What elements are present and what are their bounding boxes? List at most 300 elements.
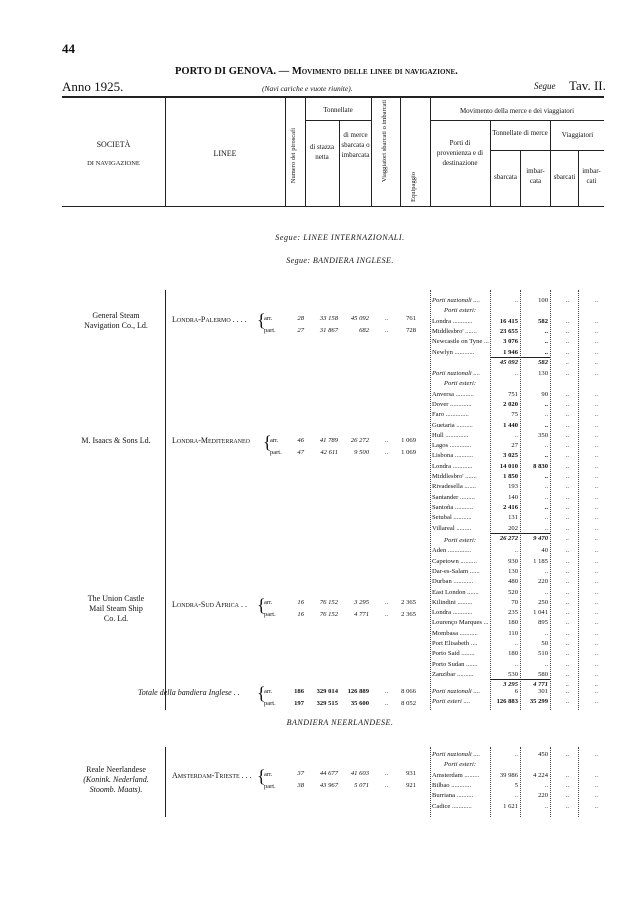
- port-value: 450: [538, 751, 548, 758]
- port-value: ..: [594, 462, 598, 470]
- port-value: 140: [508, 493, 518, 501]
- port-row: [0, 567, 639, 576]
- brace-tot: {: [257, 683, 266, 703]
- port-value: 110: [508, 629, 518, 637]
- port-value: ..: [594, 547, 598, 555]
- port-value: ..: [544, 802, 548, 810]
- cell-value: 1 069: [401, 449, 416, 456]
- port-row: [0, 670, 639, 679]
- cell-value: 33 158: [319, 315, 338, 322]
- port-name: Zanzibar ..........: [432, 670, 474, 678]
- subtotal-rule: [490, 679, 550, 680]
- port-row: [0, 649, 639, 658]
- port-value: ..: [565, 771, 569, 779]
- port-value: ..: [594, 503, 598, 511]
- port-value: ..: [514, 660, 518, 668]
- port-value: ..: [544, 400, 548, 408]
- port-value: 480: [508, 578, 518, 586]
- port-name: Bilbao ............: [432, 781, 472, 789]
- port-row: [0, 524, 639, 533]
- port-name: Newcastle on Tyne ...: [432, 338, 489, 346]
- port-value: 582: [538, 358, 548, 366]
- port-name: East London .......: [432, 588, 479, 596]
- port-row: [0, 431, 639, 440]
- port-row: [0, 379, 639, 388]
- port-value: 14 010: [499, 462, 518, 470]
- port-row: [0, 296, 639, 305]
- subsection-neerlandese: BANDIERA NEERLANDESE.: [286, 718, 394, 727]
- brace-l3: {: [257, 595, 266, 615]
- port-value: ..: [565, 442, 569, 450]
- cell-value: 38: [297, 782, 304, 789]
- port-row: [0, 687, 639, 696]
- port-name: Londra ............: [432, 609, 473, 617]
- arr-part-l3: arr. part.: [264, 599, 276, 618]
- port-value: ..: [544, 452, 548, 460]
- port-value: ..: [514, 297, 518, 304]
- port-value: 100: [538, 297, 548, 304]
- port-row: [0, 536, 639, 545]
- port-value: 520: [508, 588, 518, 596]
- port-name: Port Elisabeth ....: [432, 640, 478, 647]
- port-row: [0, 608, 639, 617]
- cell-value: 197: [294, 700, 304, 707]
- port-value: ..: [565, 358, 569, 366]
- port-row: [0, 639, 639, 648]
- port-name: Guetaria ..........: [432, 421, 473, 429]
- port-value: ..: [594, 297, 598, 304]
- port-name: Porti nazionali ....: [432, 751, 480, 758]
- port-name: Dar-es-Salam ......: [432, 567, 480, 575]
- port-value: 180: [508, 650, 518, 658]
- cell-value: 41 789: [319, 437, 338, 444]
- port-row: [0, 771, 639, 780]
- port-value: ..: [514, 431, 518, 439]
- port-value: 5: [514, 781, 518, 789]
- port-value: 70: [511, 598, 518, 606]
- page-title: [175, 66, 458, 77]
- port-row: [0, 503, 639, 512]
- port-value: 130: [538, 370, 548, 377]
- port-value: ..: [544, 483, 548, 491]
- port-row: [0, 802, 639, 811]
- port-value: ..: [565, 327, 569, 335]
- port-value: ..: [565, 567, 569, 575]
- header-di-merce: di merce sbarcata o imbarcata: [341, 131, 370, 160]
- port-value: 580: [538, 670, 548, 678]
- port-value: ..: [544, 473, 548, 480]
- port-value: ..: [514, 792, 518, 800]
- year-label: Anno 1925.: [62, 79, 124, 94]
- port-row: [0, 546, 639, 555]
- port-value: 16 415: [499, 317, 518, 325]
- port-value: ..: [594, 792, 598, 800]
- port-row: [0, 369, 639, 378]
- arr-part-tot: arr. part.: [264, 688, 276, 707]
- brace-l4: {: [257, 766, 266, 786]
- cell-value: ..: [384, 688, 388, 695]
- port-name: Middlesbro' .......: [432, 473, 477, 480]
- port-value: ..: [565, 557, 569, 565]
- port-row: [0, 400, 639, 409]
- cell-value: 26 272: [350, 437, 369, 444]
- brace-l2: {: [263, 432, 272, 452]
- port-value: ..: [544, 327, 548, 335]
- port-value: ..: [594, 609, 598, 617]
- port-value: ..: [594, 688, 598, 695]
- port-row: [0, 760, 639, 769]
- port-value: 35 299: [529, 698, 548, 706]
- port-value: ..: [565, 578, 569, 586]
- port-value: ..: [594, 421, 598, 429]
- port-value: ..: [565, 452, 569, 460]
- header-di-navigazione: DI NAVIGAZIONE: [87, 160, 140, 167]
- port-value: ..: [565, 370, 569, 377]
- port-row: [0, 618, 639, 627]
- port-value: ..: [594, 442, 598, 450]
- cell-value: 329 515: [316, 700, 338, 707]
- page-subtitle: (Navi cariche e vuote riunite).: [262, 84, 353, 93]
- port-value: 2 020: [503, 400, 518, 408]
- port-row: [0, 337, 639, 346]
- port-value: ..: [565, 792, 569, 800]
- cell-value: 43 967: [319, 782, 338, 789]
- port-name: Porti esteri:: [444, 537, 477, 544]
- port-value: 3 295: [503, 681, 518, 689]
- cell-value: 44 677: [319, 770, 338, 777]
- port-name: Porto Said ........: [432, 650, 475, 658]
- port-value: 50: [541, 640, 548, 647]
- port-value: 75: [511, 411, 518, 419]
- port-value: ..: [594, 348, 598, 356]
- header-porti: Porti di provenienza e di destinazione: [436, 139, 484, 168]
- cell-value: 41 603: [350, 770, 369, 777]
- port-name: Capetown ..........: [432, 557, 477, 565]
- cell-value: 16: [297, 611, 304, 618]
- port-value: ..: [594, 327, 598, 335]
- line-londra-palermo: Londra-Palermo . . . .: [172, 315, 247, 324]
- cell-value: 76 152: [319, 611, 338, 618]
- port-name: Lagos .............: [432, 442, 472, 450]
- port-name: Setubal ...........: [432, 514, 472, 522]
- cell-value: 42 611: [320, 449, 338, 456]
- port-row: [0, 317, 639, 326]
- port-value: ..: [544, 493, 548, 501]
- cell-value: 8 066: [401, 688, 416, 695]
- port-value: ..: [565, 751, 569, 758]
- port-name: Porti esteri:: [444, 380, 477, 388]
- port-name: Porti esteri:: [444, 761, 477, 769]
- port-value: ..: [594, 317, 598, 325]
- port-value: 9 470: [533, 534, 548, 542]
- port-name: Burriana ..........: [432, 792, 474, 800]
- port-name: Cadice ............: [432, 802, 472, 810]
- port-value: ..: [565, 348, 569, 356]
- port-value: 39 986: [499, 771, 518, 779]
- port-value: ..: [594, 751, 598, 758]
- port-value: ..: [594, 578, 598, 586]
- port-name: Porti esteri ....: [432, 698, 471, 706]
- line-londra-sud-africa: Londra-Sud Africa . .: [172, 600, 248, 609]
- port-name: Anversa ...........: [432, 390, 474, 398]
- port-value: 582: [538, 317, 548, 325]
- header-numero-piroscafi: Numero dei piroscafi: [290, 128, 297, 184]
- cell-value: ..: [384, 327, 388, 334]
- port-value: 126 883: [496, 698, 518, 706]
- port-value: ..: [594, 390, 598, 398]
- cell-value: 126 889: [347, 688, 369, 695]
- port-name: Lisbona ...........: [432, 452, 474, 460]
- cell-value: 8 052: [401, 700, 416, 707]
- port-row: [0, 557, 639, 566]
- port-value: ..: [565, 650, 569, 658]
- port-value: ..: [565, 547, 569, 555]
- port-value: ..: [594, 534, 598, 542]
- cell-value: 728: [406, 327, 416, 334]
- header-sbarcata: sbarcata: [494, 173, 517, 181]
- port-value: 301: [538, 688, 548, 695]
- port-value: ..: [544, 524, 548, 532]
- cell-value: 9 500: [354, 449, 369, 456]
- port-value: 235: [508, 609, 518, 617]
- port-value: ..: [565, 462, 569, 470]
- cell-value: 761: [406, 315, 416, 322]
- port-name: Londra ............: [432, 317, 473, 325]
- company-reale-neerlandese: Reale Neerlandese (Konink. Nederland. Stoomb. Maats).: [83, 765, 149, 794]
- header-sbarcati: sbarcati: [553, 173, 576, 181]
- header-imbarcata: imbar- cata: [526, 167, 545, 186]
- cell-value: 35 600: [350, 700, 369, 707]
- header-movimento: Movimento della merce e dei viaggiatori: [459, 107, 575, 115]
- line-londra-mediterraneo: Londra-Mediterraneo: [172, 436, 250, 445]
- port-value: ..: [594, 473, 598, 480]
- port-row: [0, 577, 639, 586]
- segue-label: Segue: [534, 81, 556, 91]
- port-name: Kilindini .........: [432, 598, 473, 606]
- cell-value: 329 014: [316, 688, 338, 695]
- port-value: 220: [538, 792, 548, 800]
- port-name: Amsterdam .........: [432, 771, 480, 779]
- port-value: ..: [565, 681, 569, 689]
- port-value: 2 416: [503, 503, 518, 511]
- port-value: ..: [594, 598, 598, 606]
- port-value: ..: [565, 802, 569, 810]
- port-value: ..: [594, 698, 598, 706]
- port-name: Faro ..............: [432, 411, 469, 419]
- port-value: 131: [508, 514, 518, 522]
- port-value: 1 185: [533, 557, 548, 565]
- port-value: ..: [544, 588, 548, 596]
- port-value: 90: [541, 390, 548, 398]
- header-tonnellate: Tonnellate: [323, 106, 353, 114]
- cell-value: 37: [297, 770, 304, 777]
- port-name: Porti esteri:: [444, 307, 477, 315]
- cell-value: 2 365: [401, 611, 416, 618]
- port-value: ..: [565, 598, 569, 606]
- port-value: ..: [594, 452, 598, 460]
- header-viaggiatori: Viaggiatori: [561, 131, 594, 139]
- port-row: [0, 441, 639, 450]
- port-name: Porto Sudan .......: [432, 660, 478, 668]
- port-value: ..: [594, 557, 598, 565]
- port-row: [0, 697, 639, 706]
- title-prefix: PORTO DI GENOVA. —: [175, 66, 290, 77]
- port-row: [0, 781, 639, 790]
- port-value: 4 771: [533, 681, 548, 689]
- port-name: Lourenço Marques ...: [432, 619, 489, 627]
- port-value: ..: [594, 370, 598, 377]
- port-value: ..: [565, 297, 569, 304]
- port-value: 26 272: [499, 534, 518, 542]
- port-value: ..: [514, 751, 518, 758]
- port-value: 3 076: [503, 338, 518, 346]
- port-value: ..: [565, 688, 569, 695]
- port-name: Hull ..............: [432, 431, 469, 439]
- port-row: [0, 421, 639, 430]
- header-societa: SOCIETÀ: [96, 140, 131, 149]
- port-value: ..: [514, 547, 518, 555]
- cell-value: 76 152: [319, 599, 338, 606]
- port-value: ..: [565, 338, 569, 346]
- port-value: ..: [594, 670, 598, 678]
- port-row: [0, 482, 639, 491]
- port-value: 895: [538, 619, 548, 627]
- port-value: 1 850: [503, 473, 518, 480]
- port-row: [0, 791, 639, 800]
- port-name: Durban ............: [432, 578, 474, 586]
- port-value: 4 224: [533, 771, 548, 779]
- port-name: Santander .........: [432, 493, 475, 501]
- cell-value: 4 771: [354, 611, 369, 618]
- port-value: 8 830: [533, 462, 548, 470]
- port-row: [0, 750, 639, 759]
- port-name: Newlyn ............: [432, 348, 475, 356]
- totale-label: Totale della bandiera Inglese . .: [138, 688, 240, 697]
- port-value: ..: [565, 640, 569, 647]
- port-value: ..: [594, 514, 598, 522]
- port-value: ..: [565, 781, 569, 789]
- cell-value: 5 071: [354, 782, 369, 789]
- cell-value: ..: [384, 599, 388, 606]
- port-name: Porti nazionali ....: [432, 297, 480, 304]
- subtotal-rule: [490, 357, 550, 358]
- port-row: [0, 462, 639, 471]
- port-value: ..: [594, 431, 598, 439]
- port-name: Porti nazionali ....: [432, 370, 480, 377]
- cell-value: 16: [297, 599, 304, 606]
- port-name: Dover .............: [432, 400, 472, 408]
- port-value: 530: [508, 670, 518, 678]
- port-value: 45 092: [499, 358, 518, 366]
- port-value: ..: [594, 588, 598, 596]
- table-number: Tav. II.: [569, 78, 606, 93]
- header-stazza-netta: di stazza netta: [309, 143, 335, 162]
- port-value: 930: [508, 557, 518, 565]
- arr-part-l4: arr. part.: [264, 771, 276, 790]
- port-value: 510: [538, 650, 548, 658]
- port-row: [0, 493, 639, 502]
- port-value: 40: [541, 547, 548, 555]
- port-value: ..: [594, 802, 598, 810]
- arr-part-l1: arr. part.: [264, 315, 276, 334]
- port-value: ..: [514, 370, 518, 377]
- port-row: [0, 451, 639, 460]
- port-value: ..: [565, 503, 569, 511]
- port-name: Middlesbro' .......: [432, 327, 477, 335]
- port-value: ..: [594, 358, 598, 366]
- port-value: ..: [594, 338, 598, 346]
- cell-value: 27: [297, 327, 304, 334]
- cell-value: ..: [384, 315, 388, 322]
- header-imbarcati: imbar- cati: [582, 167, 601, 186]
- port-name: Santoña ...........: [432, 503, 474, 511]
- port-value: ..: [565, 609, 569, 617]
- port-row: [0, 472, 639, 481]
- port-value: ..: [594, 483, 598, 491]
- arr-part-l2: arr. part.: [270, 437, 282, 456]
- port-value: ..: [594, 411, 598, 419]
- port-row: [0, 358, 639, 367]
- port-value: ..: [594, 493, 598, 501]
- port-name: Aden ..............: [432, 547, 472, 555]
- header-viaggiatori-sbarcati: Viaggiatori sbarcati o imbarcati: [381, 100, 388, 183]
- line-amsterdam-trieste: Amsterdam-Trieste . . .: [172, 771, 252, 780]
- port-value: ..: [544, 442, 548, 450]
- port-value: 350: [538, 431, 548, 439]
- cell-value: 45 092: [350, 315, 369, 322]
- brace-l1: {: [257, 310, 266, 330]
- cell-value: 921: [406, 782, 416, 789]
- cell-value: ..: [384, 449, 388, 456]
- port-row: [0, 513, 639, 522]
- port-value: ..: [565, 483, 569, 491]
- port-row: [0, 410, 639, 419]
- subsection-inglese: Segue: BANDIERA INGLESE.: [286, 256, 394, 265]
- port-value: ..: [565, 670, 569, 678]
- port-value: ..: [594, 629, 598, 637]
- port-value: ..: [565, 514, 569, 522]
- port-value: 751: [508, 390, 518, 398]
- port-value: ..: [565, 534, 569, 542]
- port-value: ..: [544, 411, 548, 419]
- port-value: ..: [565, 411, 569, 419]
- port-value: 250: [538, 598, 548, 606]
- port-value: ..: [594, 524, 598, 532]
- port-value: 130: [508, 567, 518, 575]
- port-value: ..: [565, 629, 569, 637]
- header-equipaggio: Equipaggio: [410, 172, 417, 202]
- cell-value: 931: [406, 770, 416, 777]
- cell-value: ..: [384, 770, 388, 777]
- port-value: ..: [565, 431, 569, 439]
- port-row: [0, 598, 639, 607]
- port-row: [0, 306, 639, 315]
- cell-value: 31 867: [319, 327, 338, 334]
- cell-value: 682: [359, 327, 369, 334]
- port-value: 23 655: [499, 327, 518, 335]
- port-row: [0, 348, 639, 357]
- header-tonnellate-merce: Tonnellate di merce: [492, 129, 548, 137]
- port-value: ..: [565, 588, 569, 596]
- port-value: 6: [514, 688, 518, 695]
- cell-value: ..: [384, 700, 388, 707]
- port-value: 3 025: [503, 452, 518, 460]
- port-value: ..: [514, 640, 518, 647]
- cell-value: 186: [294, 688, 304, 695]
- port-value: ..: [594, 640, 598, 647]
- port-value: ..: [594, 400, 598, 408]
- port-row: [0, 390, 639, 399]
